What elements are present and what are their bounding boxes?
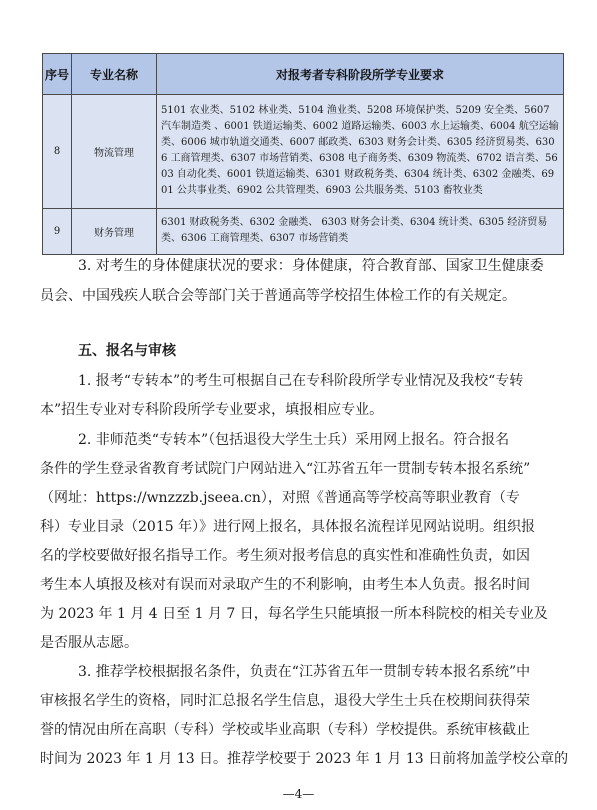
row-major-name: 物流管理 [72,95,157,209]
paragraph-line: 本”招生专业对专科阶段所学专业要求，填报相应专业。 [40,402,384,418]
paragraph-line: 时间为 2023 年 1 月 13 日。推荐学校要于 2023 年 1 月 13 日前将加盖学校公章的 [40,751,569,767]
paragraph-line: 2. 非师范类“专转本”（包括退役大学生士兵）采用网上报名。符合报名 [78,432,510,448]
paragraph-health-line-2: 员会、中国残疾人联合会等部门关于普通高等学校招生体检工作的有关规定。 [40,288,516,304]
paragraph-line: 条件的学生登录省教育考试院门户网站进入“江苏省五年一贯制专转本报名系统” [40,461,531,477]
page-number: —4— [282,787,315,801]
row-required-majors: 5101 农业类、5102 林业类、5104 渔业类、5208 环境保护类、5209 安全类、5607 汽车制造类 、6001 铁道运输类、6002 道路运输类、6003 水上运输类、6004 航空运输类、6006 城市轨道交通类、6007 邮政类、6303 财务会计类、6305 经济贸易类、6306 工商管理类、6307 市场营销类、6308 电子商务类、6309 物流类、6702 语言类、5603 自动化类、6001 铁道运输类、6301 财政税务类、6304 统计类、6302 金融类、6901 公共事业类、6902 公共管理类、6903 公共服务类、5103 畜牧业类 [157,95,564,209]
paragraph-line: （网址：https://wnzzzb.jseea.cn），对照《普通高等学校高等职业教育（专 [40,490,520,506]
row-major-name: 财务管理 [72,209,157,255]
paragraph-line: 是否服从志愿。 [40,635,138,651]
table-row [43,95,564,209]
paragraph-line: 审核报名学生的资格，同时汇总报名学生信息，退役大学生士兵在校期间获得荣 [40,693,530,709]
row-serial-number: 9 [43,209,72,255]
paragraph-health-line-1: 3. 对考生的身体健康状况的要求：身体健康，符合教育部、国家卫生健康委 [78,258,544,274]
row-serial-number: 8 [43,95,72,209]
paragraph-line: 名的学校要做好报名指导工作。考生须对报考信息的真实性和准确性负责，如因 [40,548,530,564]
major-requirements-table [42,53,564,255]
table-row [43,209,564,255]
row-required-majors: 6301 财政税务类、6302 金融类、 6303 财务会计类、6304 统计类、6305 经济贸易类、6306 工商管理类、6307 市场营销类 [157,209,564,255]
paragraph-line: 1. 报考“专转本”的考生可根据自己在专科阶段所学专业情况及我校“专转 [78,373,524,389]
paragraph-line: 誉的情况由所在高职（专科）学校或毕业高职（专科）学校提供。系统审核截止 [40,722,530,738]
header-requirement: 对报考者专科阶段所学专业要求 [157,54,564,95]
paragraph-line: 为 2023 年 1 月 4 日至 1 月 7 日，每名学生只能填报一所本科院校的相关专业及 [40,606,548,622]
table-header-row [43,54,564,95]
paragraph-line: 科）专业目录（2015 年）》进行网上报名，具体报名流程详见网站说明。组织报 [40,519,536,535]
paragraph-line: 3. 推荐学校根据报名条件，负责在“江苏省五年一贯制专转本报名系统”中 [78,664,531,680]
header-major-name: 专业名称 [72,54,157,95]
paragraph-line: 考生本人填报及核对有误而对录取产生的不利影响，由考生本人负责。报名时间 [40,577,530,593]
header-serial-number: 序号 [43,54,72,95]
section-heading-registration: 五、报名与审核 [78,343,176,359]
